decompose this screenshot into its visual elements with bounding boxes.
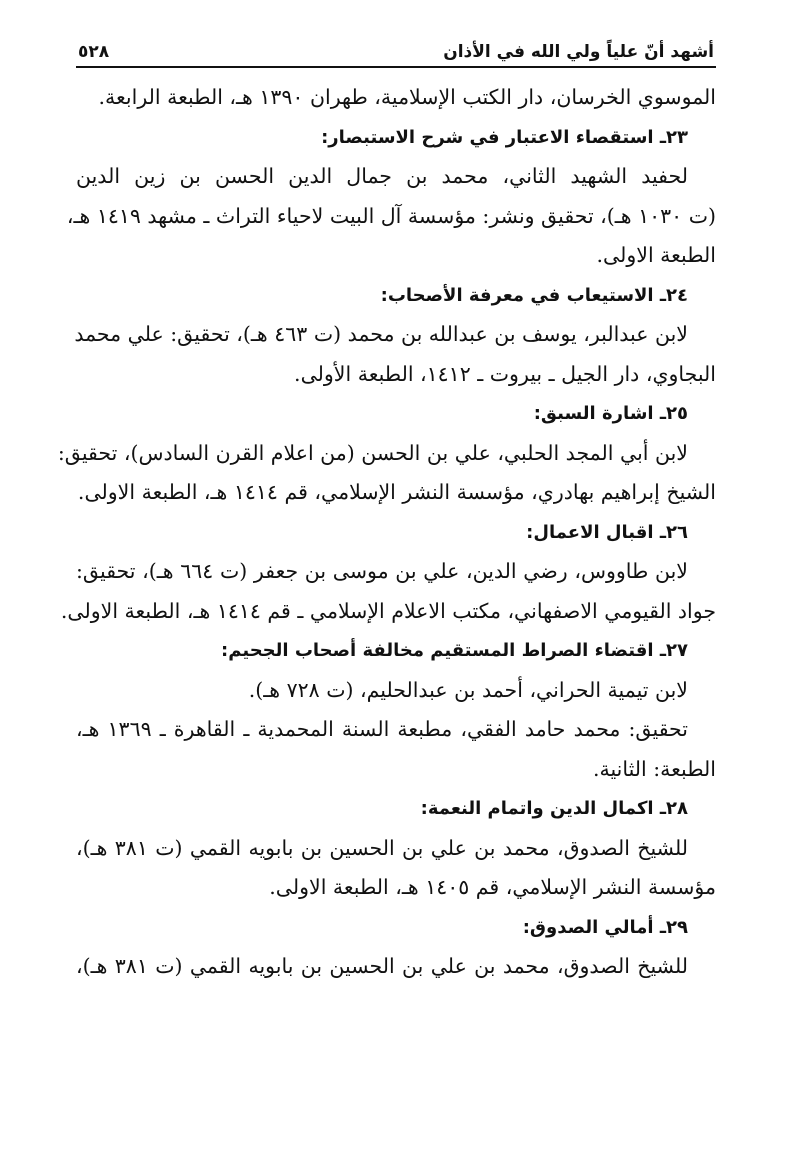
text-line: للشيخ الصدوق، محمد بن علي بن الحسين بن بابويه القمي (ت ٣٨١ هـ)، (76, 954, 688, 978)
entry-heading: ٢٩ـ أمالي الصدوق: (522, 916, 688, 938)
entry-heading: ٢٥ـ اشارة السبق: (533, 403, 688, 424)
text-line: للشيخ الصدوق، محمد بن علي بن الحسين بن بابويه القمي (ت ٣٨١ هـ)، (76, 835, 688, 860)
text-line: البجاوي، دار الجيل ـ بيروت ـ ١٤١٢، الطبعة الأولى. (294, 361, 716, 386)
text-line: لابن أبي المجد الحلبي، علي بن الحسن (من اعلام القرن السادس)، تحقيق: (57, 440, 688, 465)
entry-heading: ٢٣ـ استقصاء الاعتبار في شرح الاستبصار: (321, 126, 688, 148)
entry-heading: ٢٤ـ الاستيعاب في معرفة الأصحاب: (380, 284, 688, 306)
running-header (76, 30, 716, 68)
entry-heading: ٢٦ـ اقبال الاعمال: (526, 521, 688, 543)
book-page (57, 30, 716, 987)
text-line: الطبعة: الثانية. (592, 756, 716, 781)
entry-heading: ٢٧ـ اقتضاء الصراط المستقيم مخالفة أصحاب الجحيم: (221, 640, 688, 661)
text-line: جواد القيومي الاصفهاني، مكتب الاعلام الإسلامي ـ قم ١٤١٤ هـ، الطبعة الاولى. (60, 598, 716, 623)
text-line: لحفيد الشهيد الثاني، محمد بن جمال الدين الحسن بن زين الدين (76, 164, 688, 188)
text-line: لابن تيمية الحراني، أحمد بن عبدالحليم، (ت ٧٢٨ هـ). (248, 677, 688, 702)
text-line: الموسوي الخرسان، دار الكتب الإسلامية، طهران ١٣٩٠ هـ، الطبعة الرابعة. (98, 85, 716, 109)
text-line: الشيخ إبراهيم بهادري، مؤسسة النشر الإسلامي، قم ١٤١٤ هـ، الطبعة الاولى. (77, 480, 716, 504)
bibliography-entries (57, 78, 716, 987)
page-number: ٥٢٨ (78, 42, 110, 62)
text-line: لابن طاووس، رضي الدين، علي بن موسى بن جعفر (ت ٦٦٤ هـ)، تحقيق: (76, 559, 688, 583)
running-title: أشهد أنّ علياً ولي الله في الأذان (443, 42, 714, 62)
text-line: الطبعة الاولى. (596, 243, 716, 267)
text-line: تحقيق: محمد حامد الفقي، مطبعة السنة المحمدية ـ القاهرة ـ ١٣٦٩ هـ، (76, 717, 688, 741)
text-line: لابن عبدالبر، يوسف بن عبدالله بن محمد (ت ٤٦٣ هـ)، تحقيق: علي محمد (74, 322, 688, 346)
text-line: مؤسسة النشر الإسلامي، قم ١٤٠٥ هـ، الطبعة الاولى. (269, 875, 716, 899)
entry-heading: ٢٨ـ اكمال الدين واتمام النعمة: (420, 798, 688, 819)
text-line: (ت ١٠٣٠ هـ)، تحقيق ونشر: مؤسسة آل البيت لاحياء التراث ـ مشهد ١٤١٩ هـ، (66, 203, 716, 228)
